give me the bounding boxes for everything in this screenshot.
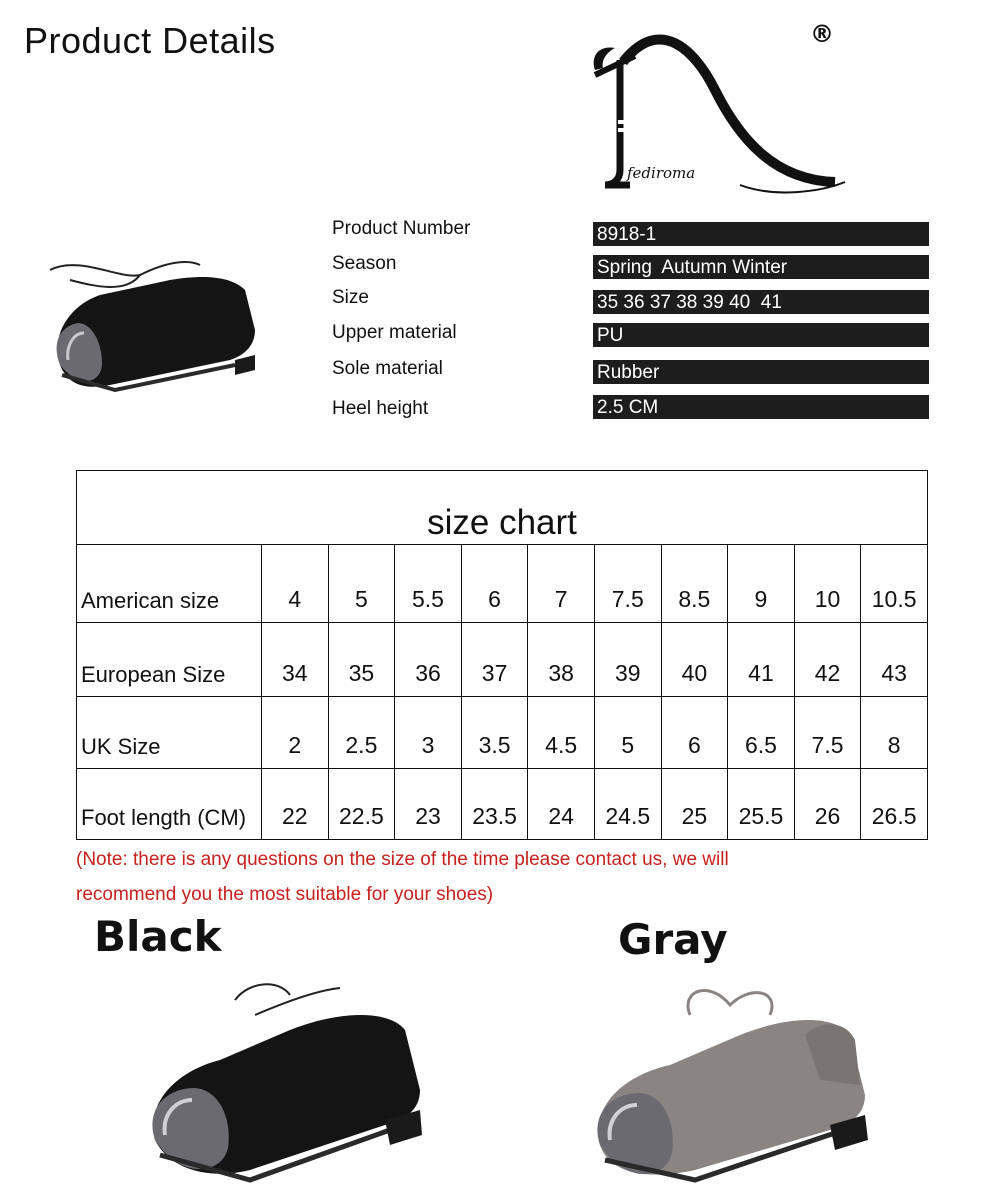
spec-label-season: Season (332, 253, 397, 274)
size-chart-cell: 5 (329, 545, 396, 622)
size-chart-cell: 10.5 (871, 586, 917, 612)
black-shoe-image (140, 970, 450, 1190)
size-chart-cell: 39 (595, 623, 662, 696)
size-chart-cell: 43 (881, 660, 907, 686)
size-chart-cell: 26 (795, 769, 862, 839)
size-chart-row-label: Foot length (CM) (77, 769, 262, 839)
size-chart-cell: 5.5 (395, 545, 462, 622)
spec-value-sole-material: Rubber (593, 360, 929, 384)
size-chart-cell: 36 (395, 623, 462, 696)
spec-value-upper-material: PU (593, 323, 929, 347)
size-chart-cell: 42 (795, 623, 862, 696)
size-chart-cell: 6.5 (728, 697, 795, 768)
size-chart-cell: 4.5 (528, 697, 595, 768)
size-chart-cell: 24.5 (595, 769, 662, 839)
note-line-2: recommend you the most suitable for your shoes) (76, 884, 494, 905)
size-chart-cell: 38 (528, 623, 595, 696)
size-chart-cell: 4 (262, 545, 329, 622)
spec-value-heel-height: 2.5 CM (593, 395, 929, 419)
spec-value-size: 35 36 37 38 39 40 41 (593, 290, 929, 314)
size-chart-row (77, 545, 927, 623)
size-chart-row (77, 697, 927, 769)
size-chart-cell: 25.5 (728, 769, 795, 839)
size-chart-cell: 26.5 (871, 803, 917, 829)
size-chart-cell: 3.5 (462, 697, 529, 768)
size-chart-cell: 9 (728, 545, 795, 622)
size-chart-cell: 7 (528, 545, 595, 622)
size-chart-cell: 23.5 (462, 769, 529, 839)
spec-label-product-number: Product Number (332, 218, 471, 239)
brand-logo (565, 20, 865, 195)
product-shoe-image (30, 235, 270, 410)
size-chart-cell: 22.5 (329, 769, 396, 839)
size-chart-cell: 3 (395, 697, 462, 768)
variant-label-gray: Gray (618, 915, 728, 964)
size-chart-title: size chart (77, 471, 927, 545)
size-chart-cell: 8 (887, 732, 901, 758)
note-line-1: (Note: there is any questions on the size of the time please contact us, we will (76, 849, 729, 870)
size-chart-row-label: American size (77, 545, 262, 622)
spec-value-product-number: 8918-1 (593, 222, 929, 246)
gray-shoe-image (580, 975, 900, 1190)
size-chart-cell: 40 (662, 623, 729, 696)
size-chart-cell: 6 (462, 545, 529, 622)
size-chart-row-label: European Size (77, 623, 262, 696)
size-chart-cell: 2 (262, 697, 329, 768)
variant-label-black: Black (94, 912, 222, 961)
size-chart-cell: 25 (662, 769, 729, 839)
brand-name: fediroma (627, 164, 696, 182)
page-title: Product Details (24, 20, 276, 61)
size-chart-table (76, 470, 928, 840)
size-chart-row-label: UK Size (77, 697, 262, 768)
size-chart-cell: 7.5 (795, 697, 862, 768)
size-chart-cell: 34 (262, 623, 329, 696)
registered-mark: ® (810, 20, 834, 48)
size-chart-cell: 23 (395, 769, 462, 839)
size-chart-cell: 10 (795, 545, 862, 622)
size-chart-cell: 22 (262, 769, 329, 839)
size-chart-cell: 24 (528, 769, 595, 839)
size-chart-cell: 41 (728, 623, 795, 696)
spec-value-season: Spring Autumn Winter (593, 255, 929, 279)
spec-label-heel-height: Heel height (332, 398, 429, 419)
spec-label-upper-material: Upper material (332, 322, 457, 343)
size-note (76, 842, 876, 912)
spec-label-sole-material: Sole material (332, 358, 443, 379)
size-chart-cell: 2.5 (329, 697, 396, 768)
size-chart-row (77, 769, 927, 839)
size-chart-row (77, 623, 927, 697)
size-chart-cell: 37 (462, 623, 529, 696)
size-chart-cell: 5 (595, 697, 662, 768)
size-chart-cell: 7.5 (595, 545, 662, 622)
size-chart-cell: 8.5 (662, 545, 729, 622)
spec-label-size: Size (332, 287, 369, 308)
size-chart-cell: 6 (662, 697, 729, 768)
size-chart-cell: 35 (329, 623, 396, 696)
